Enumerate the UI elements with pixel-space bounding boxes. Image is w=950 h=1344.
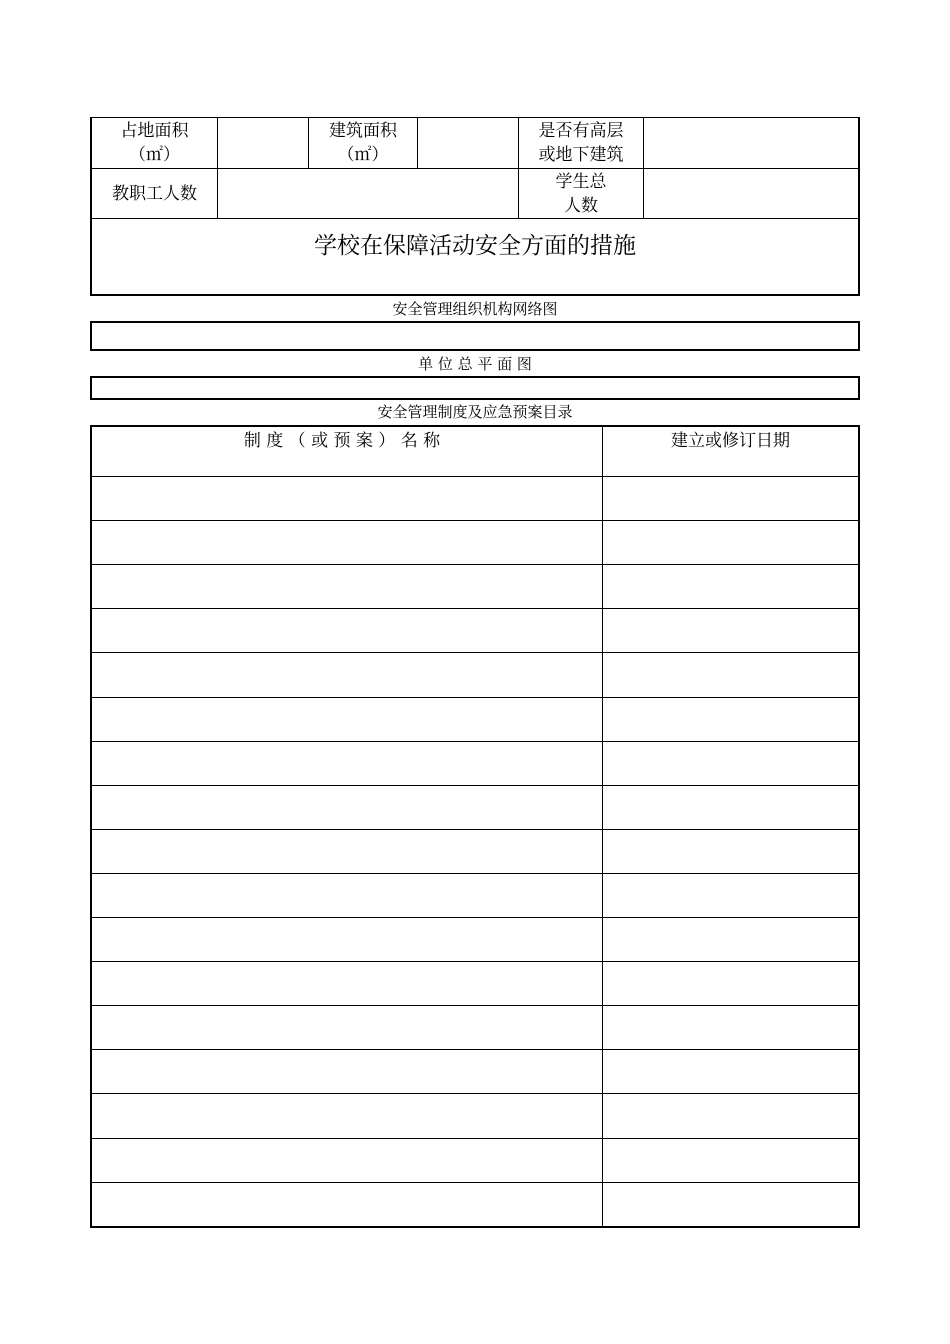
row-date-cell[interactable] — [603, 874, 858, 918]
table-row — [92, 521, 858, 565]
site-area-unit: （㎡） — [129, 145, 180, 165]
row-date-cell[interactable] — [603, 1006, 858, 1050]
building-area-value-cell[interactable] — [418, 118, 518, 168]
measures-cell[interactable] — [92, 219, 858, 294]
building-area-unit: （㎡） — [337, 145, 389, 165]
high-rise-label-cell — [519, 118, 643, 168]
table-row — [92, 1139, 858, 1183]
student-count-value-cell[interactable] — [644, 169, 858, 218]
table-row — [92, 830, 858, 874]
row-date-cell[interactable] — [603, 1139, 858, 1183]
org-chart-box[interactable] — [90, 321, 860, 351]
directory-table — [90, 425, 860, 1228]
table-row — [92, 609, 858, 653]
col-date-header-text: 建立或修订日期 — [671, 431, 790, 451]
row-date-cell[interactable] — [603, 1094, 858, 1138]
table-row — [92, 477, 858, 521]
staff-count-value-cell[interactable] — [218, 169, 518, 218]
building-area-label: 建筑面积 — [329, 121, 397, 141]
row-name-cell[interactable] — [92, 786, 602, 830]
row-name-cell[interactable] — [92, 653, 602, 697]
table-row — [92, 962, 858, 1006]
row-name-cell[interactable] — [92, 698, 602, 742]
site-plan-caption: 单 位 总 平 面 图 — [418, 355, 532, 373]
table-row — [92, 1094, 858, 1138]
info-table — [90, 117, 860, 296]
row-date-cell[interactable] — [603, 698, 858, 742]
measures-title: 学校在保障活动安全方面的措施 — [314, 233, 636, 259]
row-date-cell[interactable] — [603, 742, 858, 786]
table-row — [92, 1183, 858, 1227]
site-area-value-cell[interactable] — [218, 118, 308, 168]
row-name-cell[interactable] — [92, 830, 602, 874]
row-name-cell[interactable] — [92, 521, 602, 565]
staff-count-label: 教职工人数 — [112, 183, 197, 204]
table-row — [92, 1006, 858, 1050]
org-chart-caption: 安全管理组织机构网络图 — [392, 300, 558, 318]
row-name-cell[interactable] — [92, 565, 602, 609]
row-name-cell[interactable] — [92, 918, 602, 962]
col-name-header — [92, 427, 602, 476]
building-area-label-cell — [309, 118, 417, 168]
high-rise-value-cell[interactable] — [644, 118, 858, 168]
student-count-label-cell — [519, 169, 643, 218]
row-name-cell[interactable] — [92, 1139, 602, 1183]
row-name-cell[interactable] — [92, 1094, 602, 1138]
site-plan-box[interactable] — [90, 376, 860, 400]
table-row — [92, 742, 858, 786]
row-name-cell[interactable] — [92, 742, 602, 786]
table-row — [92, 786, 858, 830]
row-date-cell[interactable] — [603, 962, 858, 1006]
row-date-cell[interactable] — [603, 918, 858, 962]
high-rise-label-line2: 或地下建筑 — [538, 145, 624, 165]
staff-count-label-cell — [92, 169, 217, 218]
row-name-cell[interactable] — [92, 477, 602, 521]
col-name-header-text: 制 度 （ 或 预 案 ） 名 称 — [243, 431, 441, 451]
table-row — [92, 918, 858, 962]
row-date-cell[interactable] — [603, 786, 858, 830]
table-row — [92, 1050, 858, 1094]
row-date-cell[interactable] — [603, 830, 858, 874]
table-row — [92, 874, 858, 918]
directory-caption: 安全管理制度及应急预案目录 — [377, 403, 573, 421]
row-name-cell[interactable] — [92, 1183, 602, 1227]
table-row — [92, 653, 858, 697]
row-date-cell[interactable] — [603, 609, 858, 653]
student-count-label-line2: 人数 — [564, 195, 598, 216]
col-date-header — [603, 427, 858, 476]
row-name-cell[interactable] — [92, 962, 602, 1006]
row-date-cell[interactable] — [603, 565, 858, 609]
row-name-cell[interactable] — [92, 609, 602, 653]
row-date-cell[interactable] — [603, 653, 858, 697]
row-date-cell[interactable] — [603, 1050, 858, 1094]
row-name-cell[interactable] — [92, 1050, 602, 1094]
table-row — [92, 698, 858, 742]
high-rise-label-line1: 是否有高层 — [538, 121, 624, 141]
row-name-cell[interactable] — [92, 874, 602, 918]
row-date-cell[interactable] — [603, 1183, 858, 1227]
student-count-label-line1: 学生总 — [555, 171, 607, 192]
row-name-cell[interactable] — [92, 1006, 602, 1050]
site-area-label-cell — [92, 118, 217, 168]
row-date-cell[interactable] — [603, 477, 858, 521]
row-date-cell[interactable] — [603, 521, 858, 565]
site-area-label: 占地面积 — [120, 121, 189, 141]
table-row — [92, 565, 858, 609]
